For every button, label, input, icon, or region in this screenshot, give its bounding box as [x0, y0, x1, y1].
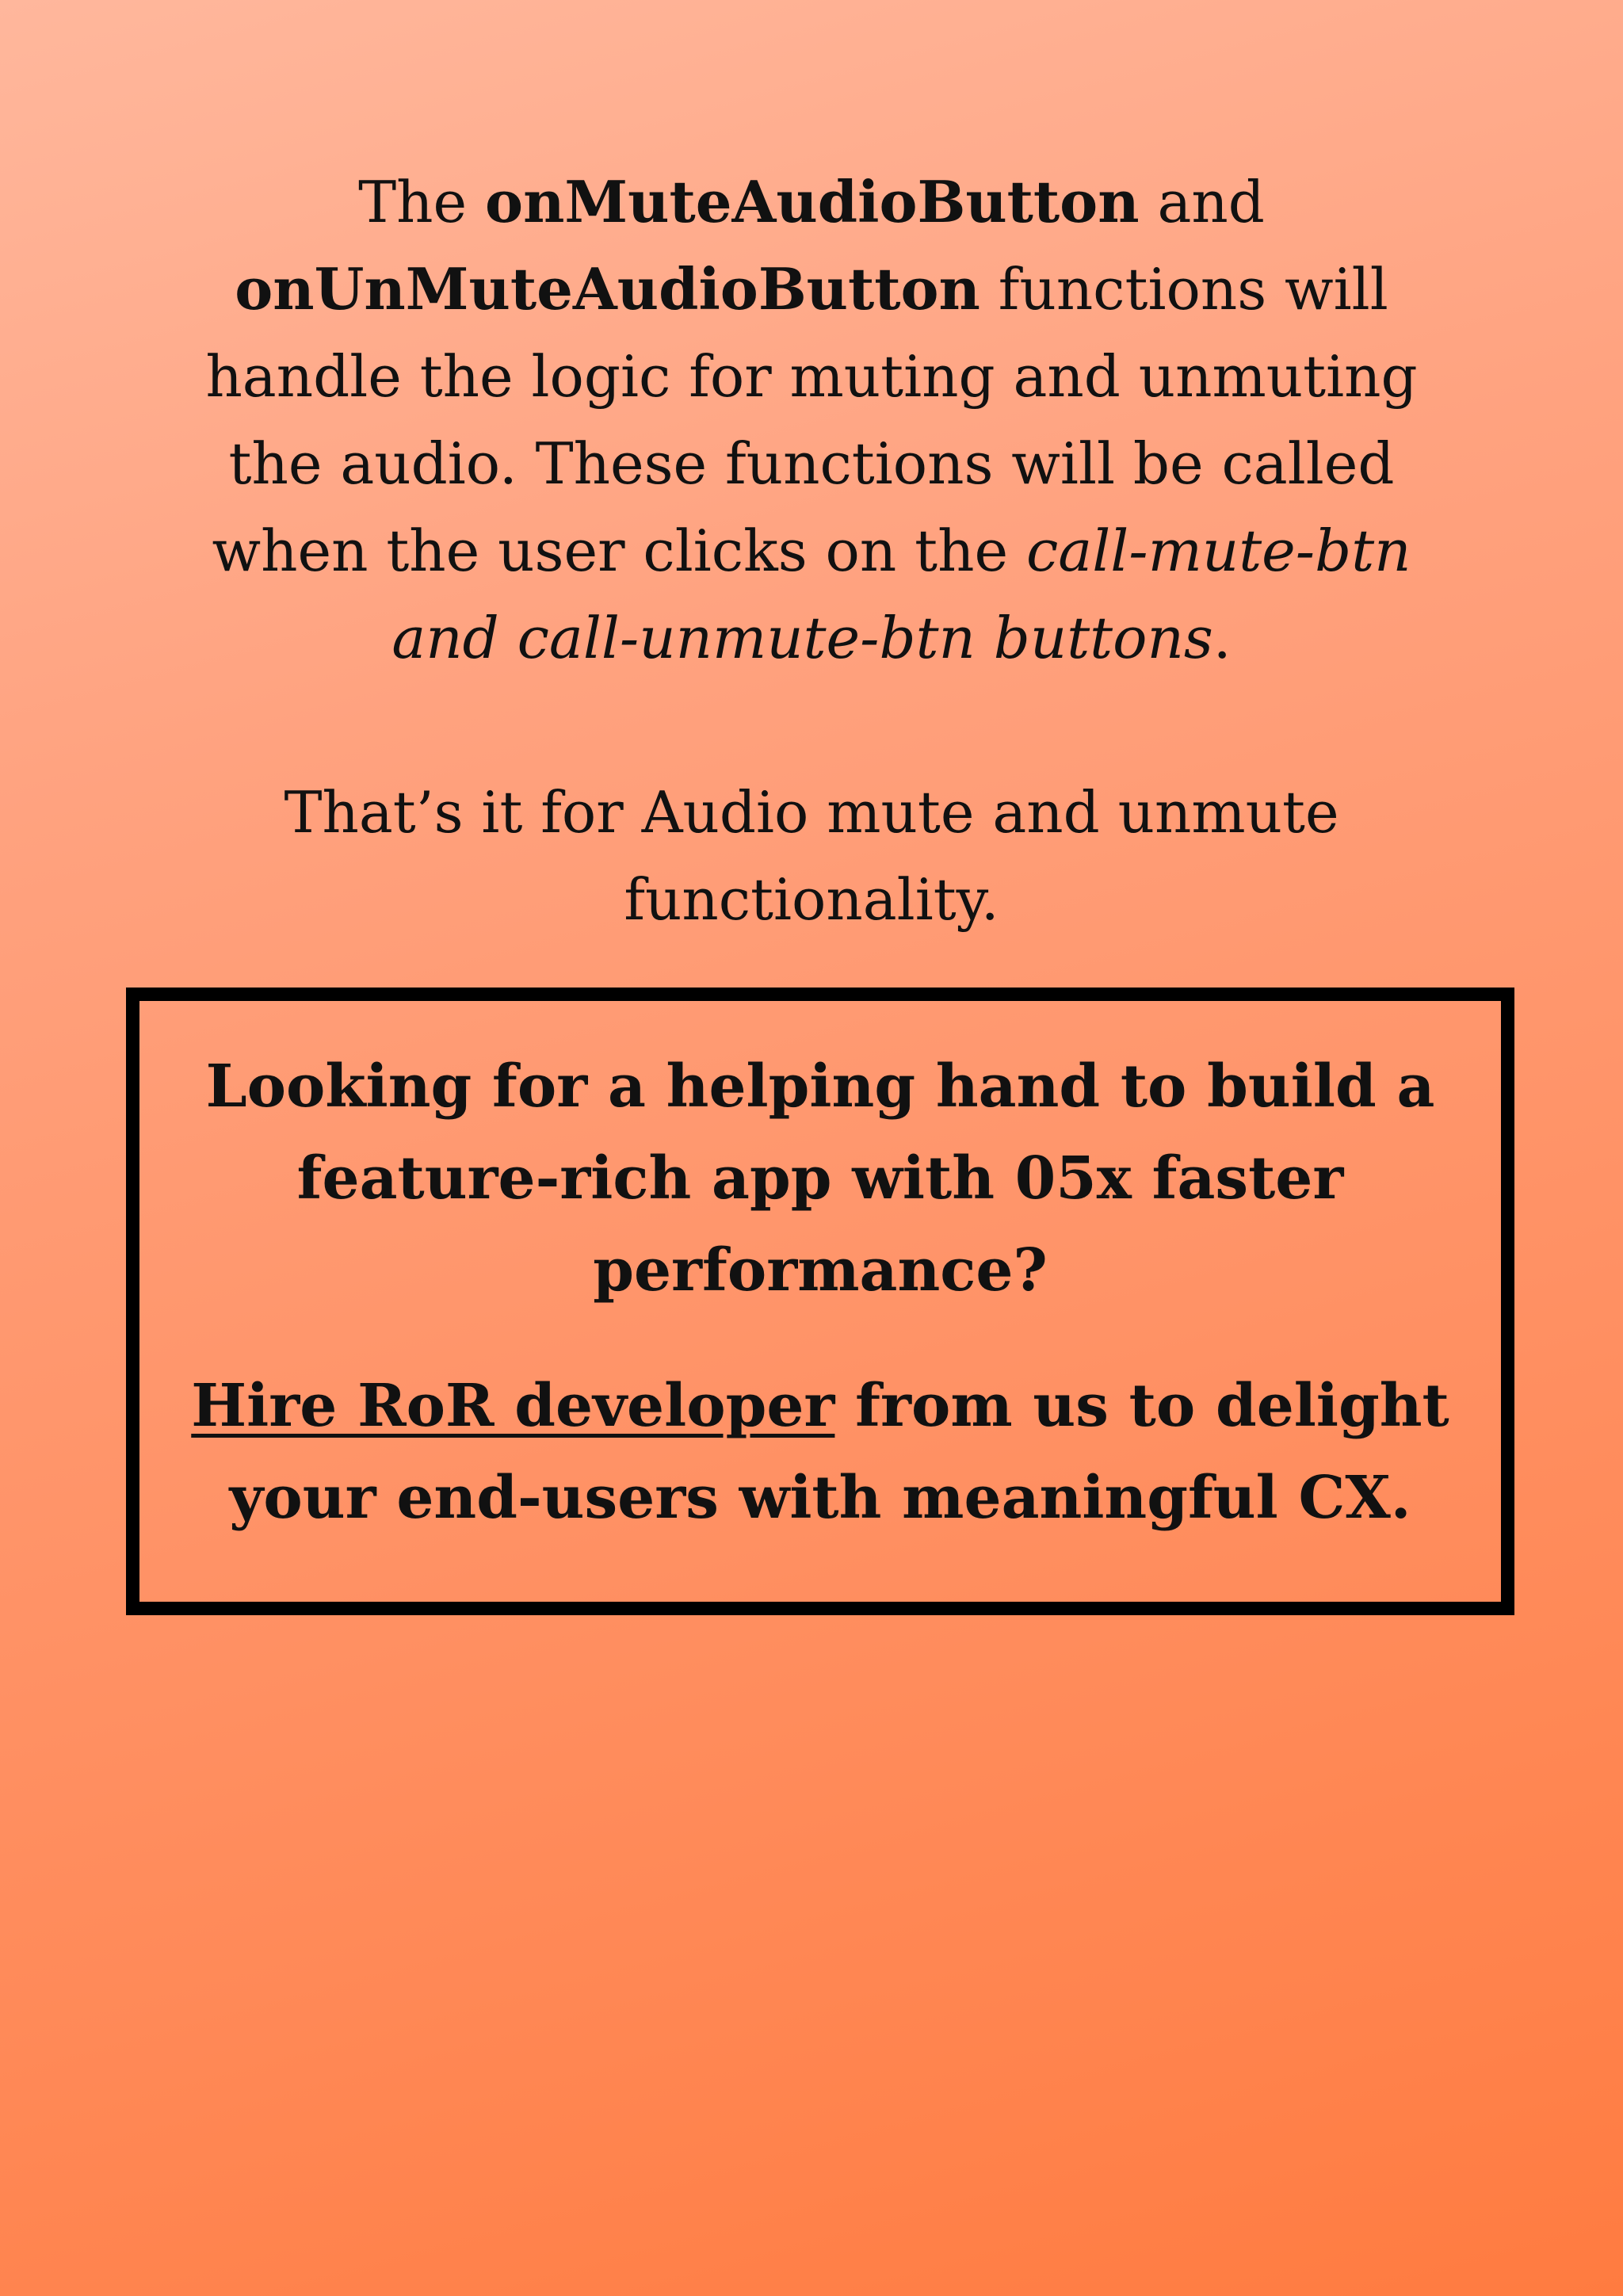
cta-offer [155, 1360, 1485, 1544]
function-name-unmute: onUnMuteAudioButton [235, 255, 980, 323]
intro-middle: functions will handle the logic for muting and unmuting the audio. These functions will be called when the user clicks on the [205, 256, 1418, 584]
closing-paragraph: That’s it for Audio mute and unmute functionality. [284, 779, 1339, 933]
intro-prefix: The [358, 169, 486, 235]
cta-question: Looking for a helping hand to build a feature-rich app with 05x faster performance? [205, 1052, 1435, 1305]
intro-paragraph [151, 159, 1472, 682]
intro-suffix: . [1212, 605, 1232, 671]
cta-box [126, 988, 1514, 1615]
hire-ror-developer-link[interactable]: Hire RoR developer [191, 1372, 835, 1440]
function-name-mute: onMuteAudioButton [485, 168, 1140, 235]
intro-and: and [1139, 169, 1265, 235]
cta-offer-rest: from us to delight your end-users with meaningful CX. [229, 1372, 1449, 1532]
button-names-italic: call-mute-btn and call-unmute-btn buttons [391, 518, 1411, 671]
